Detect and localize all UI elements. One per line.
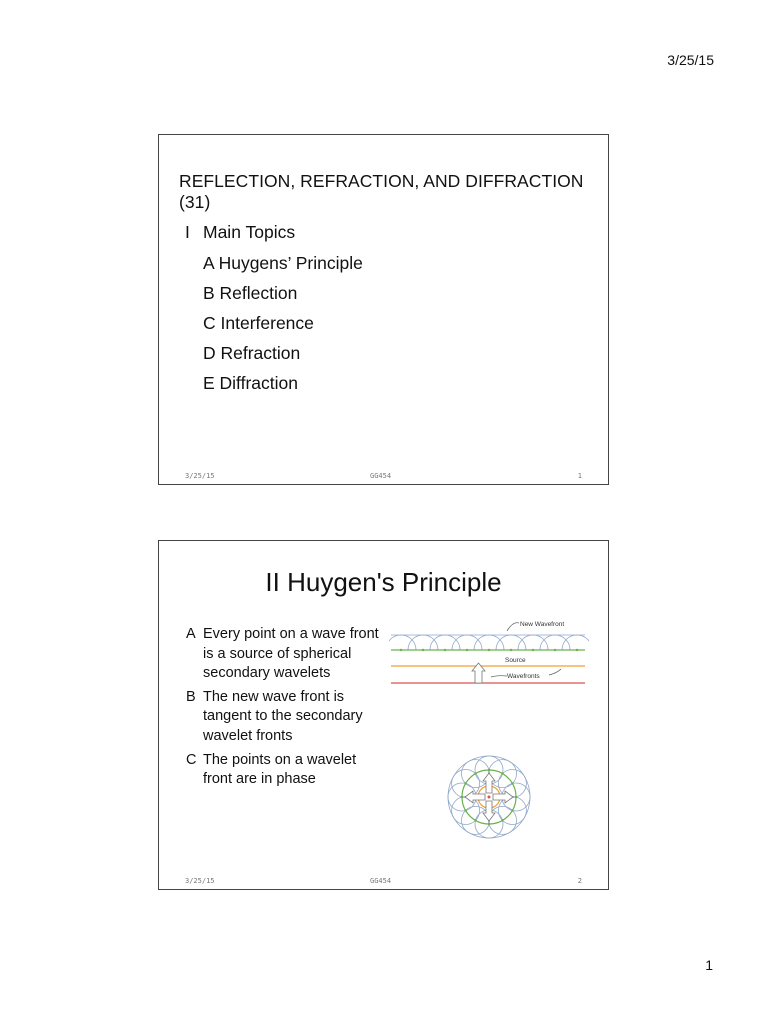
point-letter: A bbox=[186, 626, 196, 642]
topic-item: C Interference bbox=[203, 313, 314, 333]
footer-date: 3/25/15 bbox=[185, 877, 215, 885]
topic-label: Main Topics bbox=[203, 222, 296, 242]
topic-item: E Diffraction bbox=[203, 373, 298, 393]
point-text: Every point on a wave front is a source of spherical secondary wavelets bbox=[203, 626, 379, 682]
page-date: 3/25/15 bbox=[667, 52, 714, 68]
center-point bbox=[488, 796, 491, 799]
source-point bbox=[474, 772, 476, 774]
slide-title: II Huygen's Principle bbox=[265, 567, 502, 597]
topic-item: B Reflection bbox=[203, 283, 298, 303]
topic-list bbox=[203, 251, 363, 401]
slide-title: REFLECTION, REFRACTION, AND DIFFRACTION (31) bbox=[179, 171, 584, 212]
source-label: Source bbox=[505, 657, 526, 664]
source-point bbox=[488, 823, 490, 825]
source-point bbox=[464, 782, 466, 784]
source-point bbox=[474, 819, 476, 821]
point-item bbox=[186, 688, 386, 747]
footer-slide-number: 2 bbox=[577, 877, 582, 885]
point-text: The new wave front is tangent to the secondary wavelet fronts bbox=[203, 688, 363, 744]
wavelet-arc bbox=[389, 635, 416, 650]
footer-date: 3/25/15 bbox=[185, 472, 215, 480]
page-number: 1 bbox=[705, 957, 713, 973]
point-item bbox=[186, 751, 386, 790]
wavelet-arc bbox=[474, 635, 504, 650]
slide-2 bbox=[158, 540, 609, 890]
source-point bbox=[488, 769, 490, 771]
footer-course: GG454 bbox=[370, 472, 392, 480]
point-text: The points on a wavelet front are in phase bbox=[203, 751, 357, 788]
label-leader bbox=[491, 676, 507, 677]
source-point bbox=[400, 649, 402, 651]
point-list bbox=[186, 625, 386, 794]
source-point bbox=[501, 772, 503, 774]
slide-1 bbox=[158, 134, 609, 485]
source-point bbox=[510, 649, 512, 651]
topic-item: D Refraction bbox=[203, 343, 301, 363]
source-point bbox=[576, 649, 578, 651]
wavefront-diagram bbox=[389, 615, 589, 695]
wavelet-arc bbox=[452, 635, 482, 650]
source-point bbox=[444, 649, 446, 651]
source-point bbox=[554, 649, 556, 651]
point-letter: C bbox=[186, 751, 197, 768]
wavelet-arc bbox=[518, 635, 548, 650]
source-point bbox=[515, 796, 517, 798]
source-point bbox=[466, 649, 468, 651]
main-topics-heading bbox=[185, 222, 295, 243]
footer-slide-number: 1 bbox=[577, 472, 582, 480]
wavefronts-label: Wavefronts bbox=[507, 673, 540, 680]
wavelet-arc bbox=[430, 635, 460, 650]
footer-course: GG454 bbox=[370, 877, 392, 885]
source-point bbox=[501, 819, 503, 821]
label-leader bbox=[549, 669, 561, 675]
wavelet-arc bbox=[562, 635, 589, 650]
source-point bbox=[532, 649, 534, 651]
source-point bbox=[422, 649, 424, 651]
circular-wavelet-diagram bbox=[441, 749, 537, 845]
source-point bbox=[511, 782, 513, 784]
wavelet-arc bbox=[408, 635, 438, 650]
wavelet-arc bbox=[540, 635, 570, 650]
wavelet-arc bbox=[496, 635, 526, 650]
source-point bbox=[461, 796, 463, 798]
point-item bbox=[186, 625, 386, 684]
label-leader bbox=[507, 623, 519, 631]
source-point bbox=[511, 809, 513, 811]
topic-numeral: I bbox=[185, 222, 190, 242]
new-wavefront-label: New Wavefront bbox=[520, 621, 565, 628]
source-point bbox=[488, 649, 490, 651]
source-point bbox=[464, 809, 466, 811]
point-letter: B bbox=[186, 688, 196, 705]
topic-item: A Huygens’ Principle bbox=[203, 253, 363, 273]
secondary-wavelets bbox=[389, 635, 589, 650]
